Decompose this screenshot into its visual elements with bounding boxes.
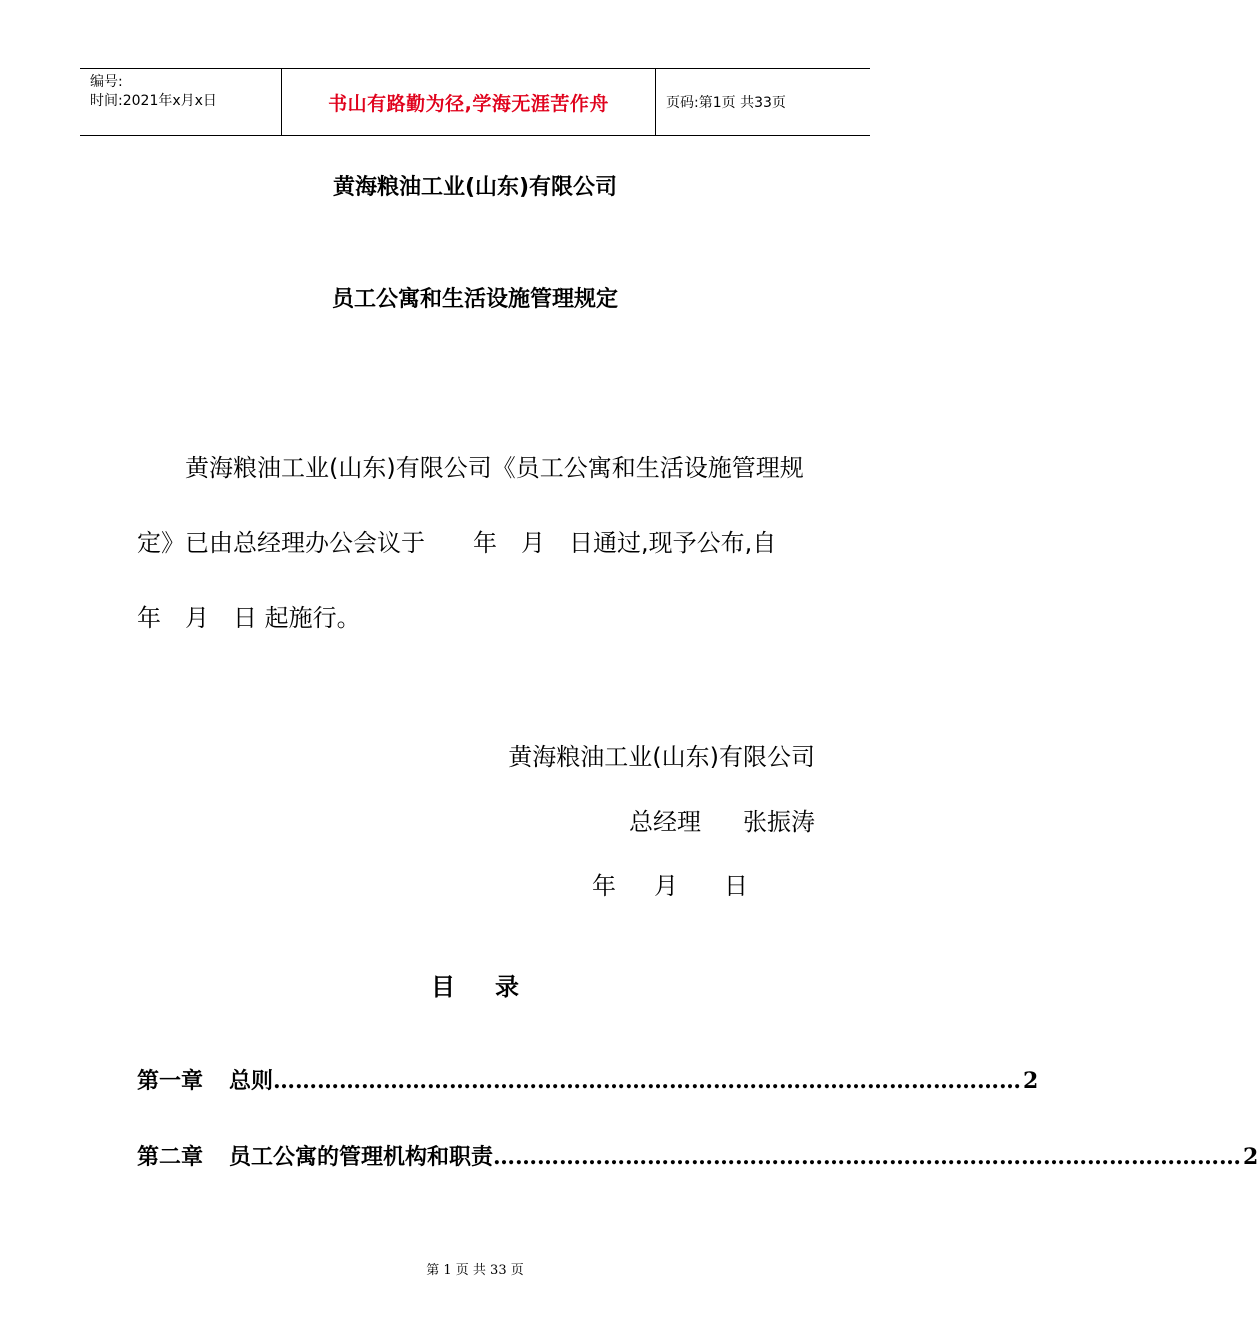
toc-title (0, 967, 950, 1002)
company-title: 黄海粮油工业(山东)有限公司 (332, 175, 618, 200)
toc-leader-dots: ………………………………………………………………………………………… (493, 1144, 1242, 1170)
toc-chapter: 第二章 (137, 1145, 204, 1170)
header-meta (80, 69, 281, 135)
table-of-contents (137, 1064, 1258, 1216)
signature-company: 黄海粮油工业(山东)有限公司 (508, 743, 815, 771)
header-motto: 书山有路勤为径,学海无涯苦作舟 (281, 69, 656, 135)
announcement-text: 黄海粮油工业(山东)有限公司《员工公寓和生活设施管理规定》已由总经理办公会议于 年 月 日通过,现予公布,自 年 月 日 起施行。 (137, 454, 825, 632)
toc-page-number: 2 (1023, 1068, 1039, 1094)
toc-page-number: 2 (1243, 1144, 1258, 1170)
toc-entry[interactable] (137, 1064, 1039, 1140)
signature-date (592, 866, 748, 901)
gm-title: 总经理 (629, 808, 701, 836)
date-month: 月 (654, 872, 678, 900)
page-header (80, 68, 870, 136)
gm-name: 张振涛 (743, 808, 815, 836)
toc-leader-dots: ………………………………………………………………………………………… (273, 1068, 1022, 1094)
toc-chapter: 第一章 (137, 1069, 204, 1094)
time-label: 时间:2021年x月x日 (90, 93, 217, 109)
signature-gm (629, 802, 815, 837)
date-year: 年 (592, 872, 616, 900)
header-page-info: 页码:第1页 共33页 (666, 95, 786, 111)
number-label: 编号: (90, 74, 123, 90)
toc-title-part-a: 目 (431, 973, 455, 1001)
document-title: 员工公寓和生活设施管理规定 (331, 287, 618, 312)
toc-title-part-b: 录 (495, 973, 519, 1001)
toc-entry[interactable] (137, 1140, 1258, 1216)
toc-chapter-title: 总则 (229, 1069, 274, 1094)
toc-chapter-title: 员工公寓的管理机构和职责 (229, 1145, 494, 1170)
announcement-paragraph (137, 431, 825, 656)
date-day: 日 (724, 872, 748, 900)
page-footer: 第 1 页 共 33 页 (426, 1263, 524, 1278)
